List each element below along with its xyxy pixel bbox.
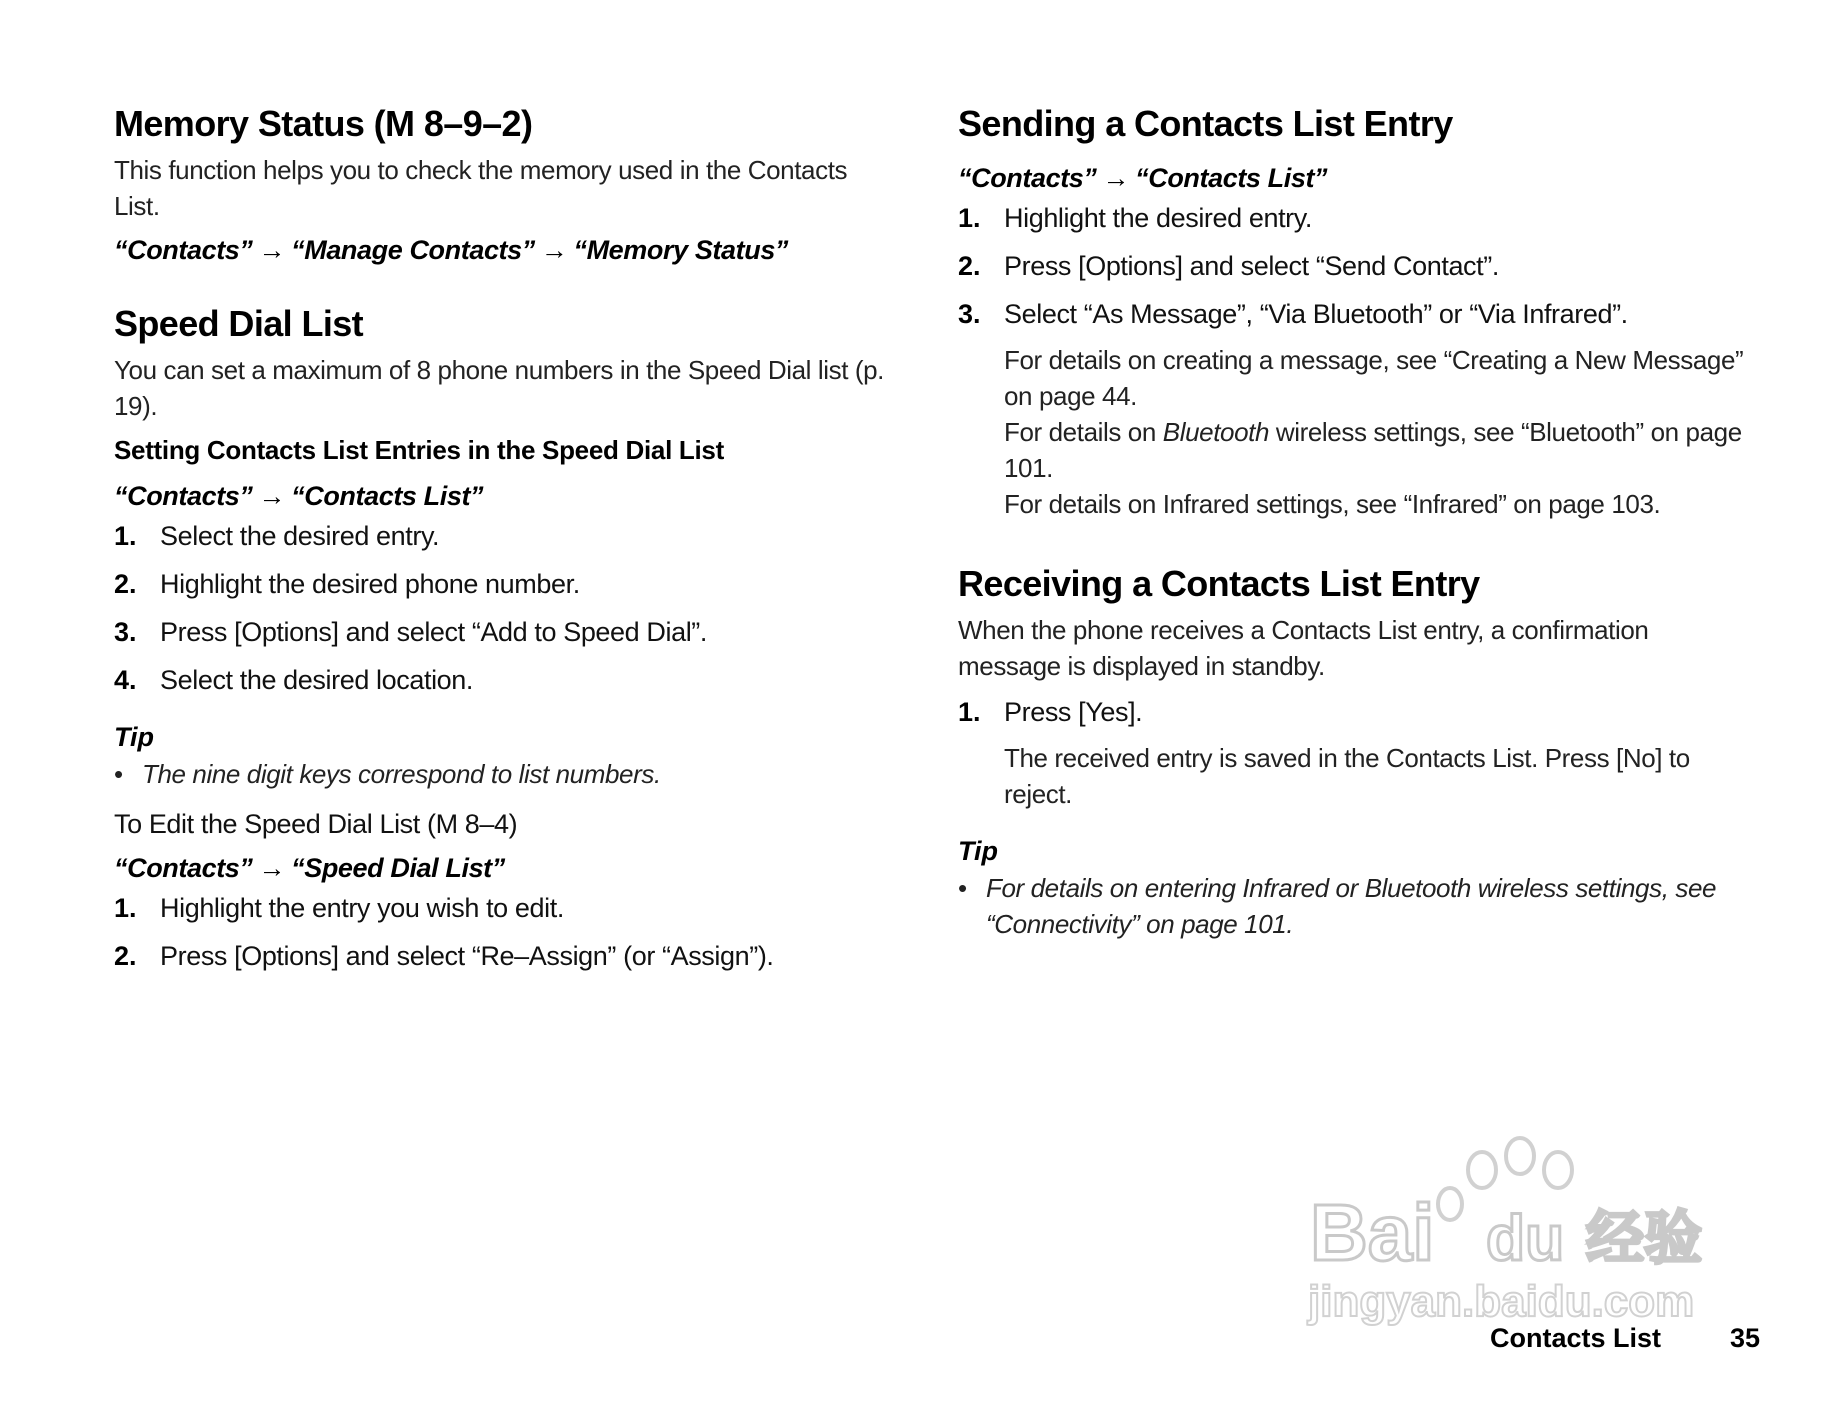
step-text: Select the desired location. <box>160 665 473 695</box>
sending-details <box>1004 342 1748 522</box>
edit-speed-dial-steps <box>114 890 884 974</box>
speed-dial-menu-path <box>114 476 884 516</box>
svg-text:jingyan.baidu.com: jingyan.baidu.com <box>1308 1277 1695 1326</box>
step-item <box>114 614 884 650</box>
arrow-icon: → <box>258 853 286 883</box>
path-item: “Manage Contacts” <box>291 235 535 265</box>
tip-label: Tip <box>114 722 154 752</box>
receiving-heading: Receiving a Contacts List Entry <box>958 563 1480 604</box>
step-item <box>114 890 884 926</box>
svg-text:经验: 经验 <box>1586 1204 1703 1272</box>
detail-text: For details on <box>1004 417 1163 447</box>
path-item: “Contacts” <box>114 235 253 265</box>
bullet-icon: • <box>958 873 967 903</box>
step-number: 1. <box>114 521 137 551</box>
tip-text: For details on entering Infrared or Bluetooth wireless settings, see “Connectivity” on page 101. <box>986 873 1717 939</box>
step-text: Select “As Message”, “Via Bluetooth” or “Via Infrared”. <box>1004 299 1628 329</box>
speed-dial-subheading: Setting Contacts List Entries in the Speed Dial List <box>114 435 724 465</box>
detail-message: For details on creating a message, see “Creating a New Message” on page 44. <box>1004 345 1744 411</box>
bullet-icon: • <box>114 759 123 789</box>
step-item <box>114 566 884 602</box>
step-number: 2. <box>958 251 981 281</box>
memory-status-description: This function helps you to check the memory used in the Contacts List. <box>114 155 848 221</box>
step-number: 1. <box>958 697 981 727</box>
svg-text:du: du <box>1486 1202 1565 1274</box>
step-number: 1. <box>114 893 137 923</box>
memory-status-heading: Memory Status (M 8–9–2) <box>114 103 533 144</box>
tip-item <box>114 756 884 792</box>
tip-item <box>958 870 1748 942</box>
step-number: 2. <box>114 569 137 599</box>
page-number: 35 <box>1730 1323 1761 1353</box>
step-item <box>114 662 884 698</box>
step-item <box>958 694 1748 730</box>
step-number: 1. <box>958 203 981 233</box>
step-number: 3. <box>114 617 137 647</box>
left-column <box>114 96 884 986</box>
tip-text: The nine digit keys correspond to list numbers. <box>142 759 661 789</box>
sending-heading: Sending a Contacts List Entry <box>958 103 1453 144</box>
step-text: Press [Options] and select “Add to Speed Dial”. <box>160 617 707 647</box>
step-number: 2. <box>114 941 137 971</box>
arrow-icon: → <box>258 481 286 511</box>
receiving-description: When the phone receives a Contacts List entry, a confirmation message is displayed in standby. <box>958 615 1649 681</box>
arrow-icon: → <box>1102 163 1130 193</box>
arrow-icon: → <box>258 235 286 265</box>
path-item: “Speed Dial List” <box>291 853 505 883</box>
step-item <box>958 200 1748 236</box>
step-text: Select the desired entry. <box>160 521 440 551</box>
step-text: Press [Options] and select “Re–Assign” (or “Assign”). <box>160 941 774 971</box>
receiving-detail: The received entry is saved in the Contacts List. Press [No] to reject. <box>1004 743 1690 809</box>
step-text: Highlight the desired phone number. <box>160 569 580 599</box>
bluetooth-term: Bluetooth <box>1162 417 1270 447</box>
right-column <box>958 96 1748 942</box>
detail-bluetooth <box>1004 414 1748 486</box>
path-item: “Memory Status” <box>573 235 789 265</box>
path-item: “Contacts” <box>958 163 1097 193</box>
path-item: “Contacts” <box>114 853 253 883</box>
step-item <box>114 938 884 974</box>
edit-speed-dial-heading: To Edit the Speed Dial List (M 8–4) <box>114 809 518 839</box>
step-number: 3. <box>958 299 981 329</box>
detail-infrared: For details on Infrared settings, see “Infrared” on page 103. <box>1004 489 1661 519</box>
receiving-steps <box>958 694 1748 730</box>
edit-speed-dial-menu-path <box>114 848 884 888</box>
sending-menu-path <box>958 158 1748 198</box>
detail-text: wireless settings, see “Bluetooth” on page 101. <box>1004 417 1742 483</box>
step-text: Press [Options] and select “Send Contact”. <box>1004 251 1499 281</box>
step-item <box>114 518 884 554</box>
step-text: Highlight the desired entry. <box>1004 203 1312 233</box>
step-text: Press [Yes]. <box>1004 697 1143 727</box>
path-item: “Contacts List” <box>291 481 484 511</box>
speed-dial-heading: Speed Dial List <box>114 303 364 344</box>
speed-dial-steps <box>114 518 884 698</box>
path-item: “Contacts List” <box>1135 163 1328 193</box>
step-text: Highlight the entry you wish to edit. <box>160 893 564 923</box>
step-item <box>958 296 1748 332</box>
memory-status-menu-path <box>114 230 884 270</box>
speed-dial-description: You can set a maximum of 8 phone numbers in the Speed Dial list (p. 19). <box>114 355 885 421</box>
sending-steps <box>958 200 1748 332</box>
path-item: “Contacts” <box>114 481 253 511</box>
step-number: 4. <box>114 665 137 695</box>
arrow-icon: → <box>540 235 568 265</box>
tip-label: Tip <box>958 836 998 866</box>
svg-text:Bai: Bai <box>1310 1188 1435 1277</box>
footer-section-title: Contacts List <box>1490 1323 1662 1353</box>
step-item <box>958 248 1748 284</box>
